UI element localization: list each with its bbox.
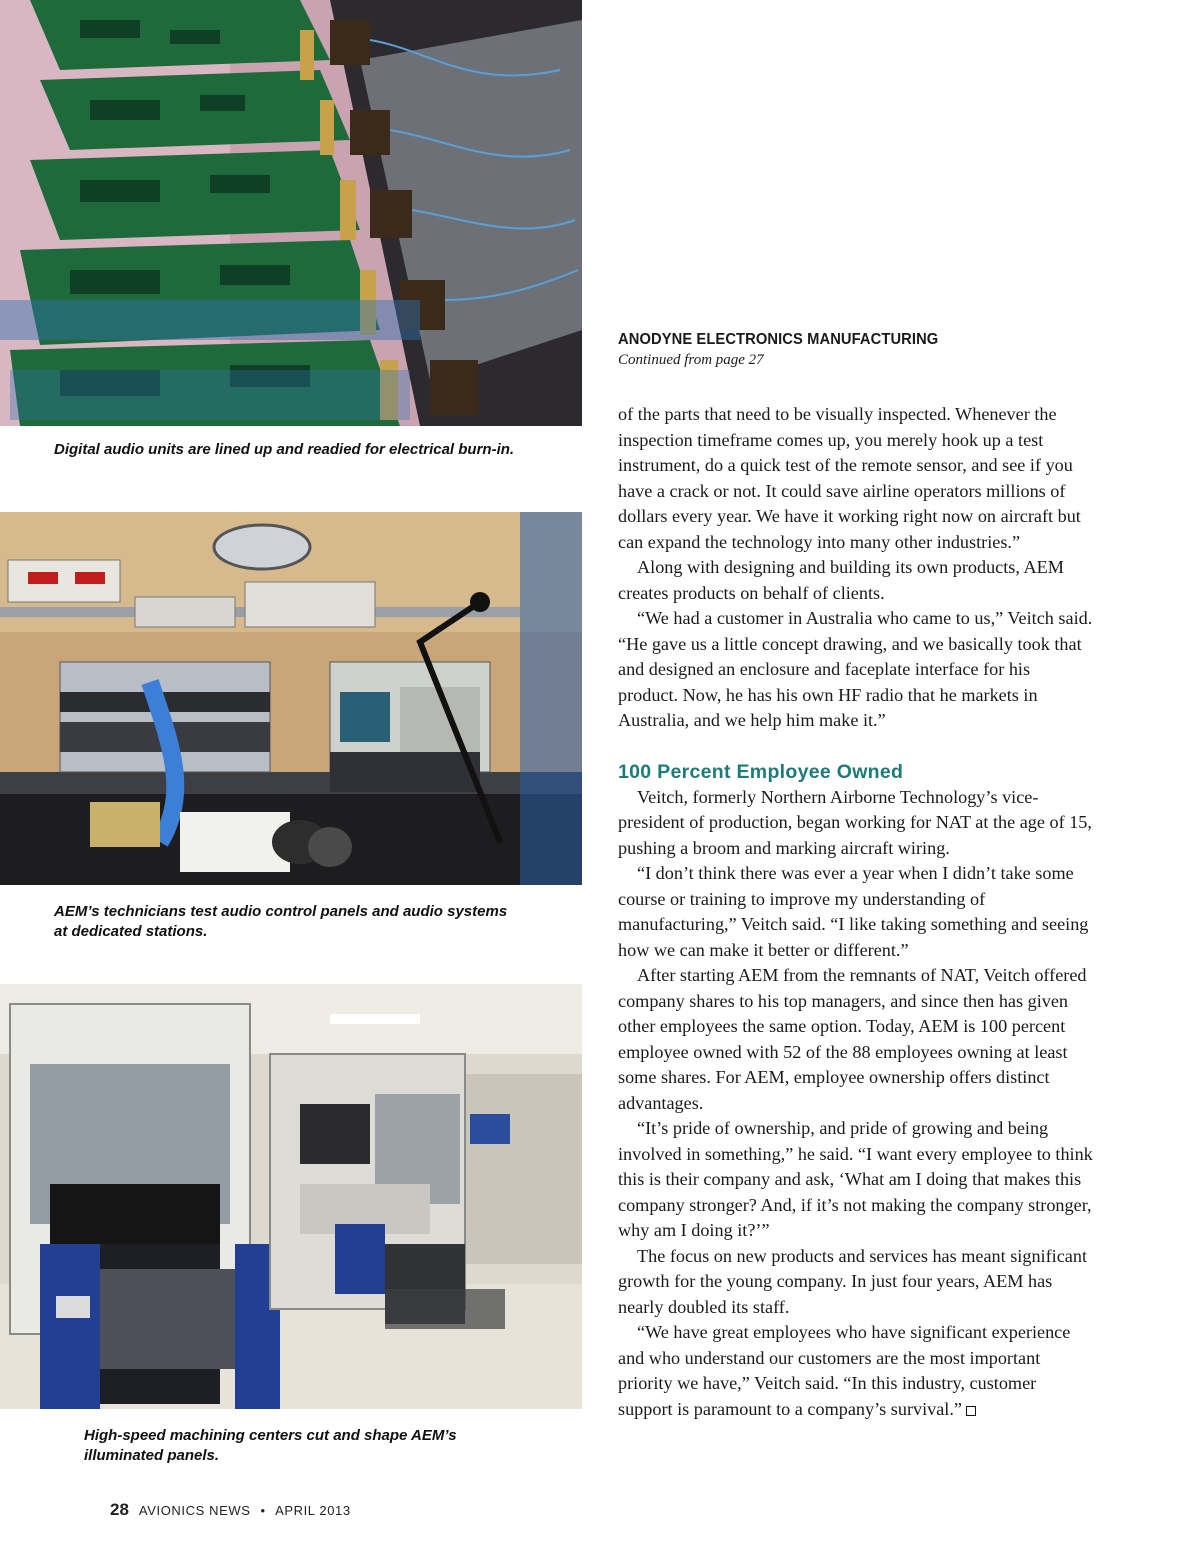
page-number: 28 bbox=[110, 1500, 129, 1519]
publication-name: AVIONICS NEWS bbox=[138, 1503, 251, 1518]
circuit-boards-illustration bbox=[0, 0, 582, 426]
caption-machining-centers: High-speed machining centers cut and shape AEM’s illuminated panels. bbox=[84, 1427, 457, 1464]
caption-test-station: AEM’s technicians test audio control panels and audio systems at dedicated stations. bbox=[54, 903, 508, 940]
article-paragraph: Veitch, formerly Northern Airborne Technology’s vice-president of production, began working for NAT at the age of 15, pushing a broom and marking aircraft wiring. bbox=[618, 786, 1092, 858]
article-paragraph: After starting AEM from the remnants of NAT, Veitch offered company shares to his top managers, and since then has given other employees the same option. Today, AEM is 100 percent employee owned with 52 of the 88 employees owning at least some shares. For AEM, employee ownership offers distinct advantages. bbox=[618, 965, 1087, 1113]
article-subhead: 100 Percent Employee Owned bbox=[618, 760, 904, 783]
photo-machining-centers bbox=[0, 984, 582, 1409]
article-paragraph: of the parts that need to be visually inspected. Whenever the inspection timeframe comes up, you merely hook up a test instrument, do a quick test of the remote sensor, and see if you have a crack or not. It could save airline operators millions of dollars every year. We have it working right now on aircraft but can expand the technology into many other industries.” bbox=[618, 404, 1081, 552]
continued-from-note: Continued from page 27 bbox=[618, 352, 764, 368]
article-paragraph: “I don’t think there was ever a year when I didn’t take some course or training to improve my understanding of manufacturing,” Veitch said. “I like taking something and seeing how we can make it better or different.” bbox=[618, 863, 1089, 960]
article-paragraph: The focus on new products and services has meant significant growth for the young company. In just four years, AEM has nearly doubled its staff. bbox=[618, 1245, 1088, 1317]
end-mark-icon bbox=[966, 1406, 976, 1416]
photo-test-station bbox=[0, 512, 582, 885]
footer-separator: • bbox=[260, 1503, 266, 1518]
page-footer bbox=[110, 1500, 351, 1520]
caption-circuit-boards: Digital audio units are lined up and readied for electrical burn-in. bbox=[54, 441, 515, 458]
article-paragraph: “We had a customer in Australia who came to us,” Veitch said. “He gave us a little concept drawing, and we basically took that and designed an enclosure and faceplate interface for his product. Now, he has his own HF radio that he markets in Australia, and we help him make it.” bbox=[618, 608, 1093, 730]
article-paragraph-text: “We have great employees who have significant experience and who understand our customers are the most important priority we have,” Veitch said. “In this industry, customer support is paramount to a company’s survival.” bbox=[618, 1322, 1071, 1419]
photo-circuit-boards bbox=[0, 0, 582, 426]
test-station-illustration bbox=[0, 512, 582, 885]
article-paragraph-last bbox=[618, 1320, 1094, 1422]
machining-centers-illustration bbox=[0, 984, 582, 1409]
article-body bbox=[618, 402, 1094, 1422]
issue-date: APRIL 2013 bbox=[275, 1503, 351, 1518]
article-paragraph: Along with designing and building its own products, AEM creates products on behalf of clients. bbox=[618, 557, 1064, 603]
article-paragraph: “It’s pride of ownership, and pride of growing and being involved in something,” he said. “I want every employee to think this is their company and ask, ‘What am I doing that makes this company stronger? And, if it’s not making the company stronger, why am I doing it?’” bbox=[618, 1118, 1093, 1240]
article-kicker: ANODYNE ELECTRONICS MANUFACTURING bbox=[618, 331, 939, 348]
